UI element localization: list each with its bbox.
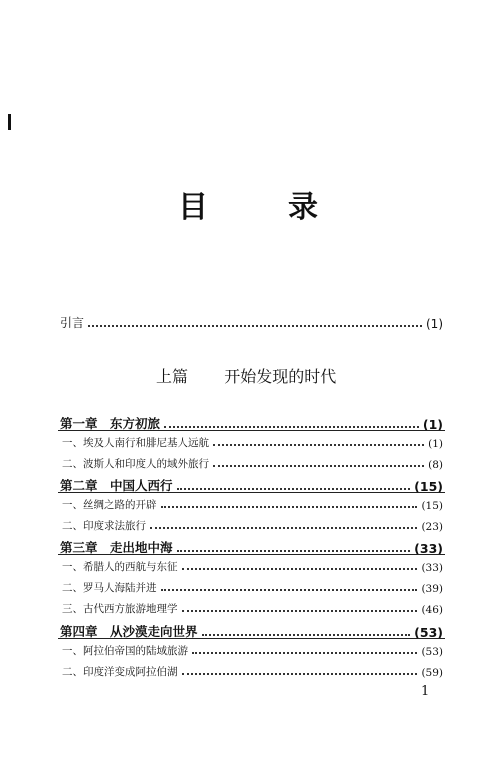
toc-page: (8) xyxy=(428,459,443,471)
toc-label: 一、埃及人南行和腓尼基人远航 xyxy=(62,437,209,449)
toc-page: (33) xyxy=(414,541,443,556)
toc-entry-section[interactable] xyxy=(60,559,443,574)
toc-entry-section[interactable] xyxy=(60,664,443,679)
toc-page: (39) xyxy=(421,583,443,595)
toc-label: 一、丝绸之路的开辟 xyxy=(62,499,157,511)
dot-leader xyxy=(150,526,417,529)
chapter-rule xyxy=(58,492,445,493)
toc-page: (15) xyxy=(421,500,443,512)
toc-label: 第二章 中国人西行 xyxy=(60,478,173,493)
toc-label: 二、印度洋变成阿拉伯湖 xyxy=(62,666,178,678)
toc-page: (59) xyxy=(421,667,443,679)
page-number: 1 xyxy=(421,684,430,699)
dot-leader xyxy=(192,651,417,654)
toc-page: (23) xyxy=(421,521,443,533)
toc-page: (53) xyxy=(414,625,443,640)
toc-page: (53) xyxy=(421,646,443,658)
toc-label: 三、古代西方旅游地理学 xyxy=(62,603,178,615)
title-char-1: 目 xyxy=(178,190,208,225)
toc-label: 二、波斯人和印度人的域外旅行 xyxy=(62,458,209,470)
dot-leader xyxy=(213,443,424,446)
toc-page: (1) xyxy=(422,417,443,432)
dot-leader xyxy=(161,588,418,591)
chapter-list xyxy=(60,0,443,780)
toc-label: 二、罗马人海陆并进 xyxy=(62,582,157,594)
toc-entry-section[interactable] xyxy=(60,518,443,533)
part-subtitle: 开始发现的时代 xyxy=(224,367,337,386)
toc-label: 第一章 东方初旅 xyxy=(60,416,161,431)
dot-leader xyxy=(177,549,411,552)
chapter-rule xyxy=(58,638,445,639)
chapter-rule xyxy=(58,554,445,555)
dot-leader xyxy=(177,487,411,490)
toc-entry-section[interactable] xyxy=(60,456,443,471)
toc-label: 一、阿拉伯帝国的陆域旅游 xyxy=(62,645,188,657)
dot-leader xyxy=(161,505,418,508)
part-name: 上篇 xyxy=(156,367,189,386)
toc-label: 一、希腊人的西航与东征 xyxy=(62,561,178,573)
toc-page: (1) xyxy=(428,438,443,450)
dot-leader xyxy=(213,464,424,467)
dot-leader xyxy=(164,425,419,428)
toc-label: 第四章 从沙漠走向世界 xyxy=(60,624,198,639)
toc-label: 二、印度求法旅行 xyxy=(62,520,146,532)
dot-leader xyxy=(202,633,411,636)
toc-entry-section[interactable] xyxy=(60,580,443,595)
toc-page: (46) xyxy=(421,604,443,616)
toc-page: (33) xyxy=(421,562,443,574)
chapter-rule xyxy=(58,430,445,431)
toc-label: 第三章 走出地中海 xyxy=(60,540,173,555)
dot-leader xyxy=(182,609,418,612)
dot-leader xyxy=(182,672,418,675)
title-char-2: 录 xyxy=(288,190,318,225)
toc-label: 引言 xyxy=(60,316,85,330)
dot-leader xyxy=(182,567,418,570)
toc-page: (15) xyxy=(414,479,443,494)
toc-entry-section[interactable] xyxy=(60,643,443,658)
toc-entry-section[interactable] xyxy=(60,435,443,450)
toc-entry-section[interactable] xyxy=(60,601,443,616)
toc-page: (1) xyxy=(426,317,443,331)
scan-mark xyxy=(8,114,11,130)
toc-entry-section[interactable] xyxy=(60,497,443,512)
